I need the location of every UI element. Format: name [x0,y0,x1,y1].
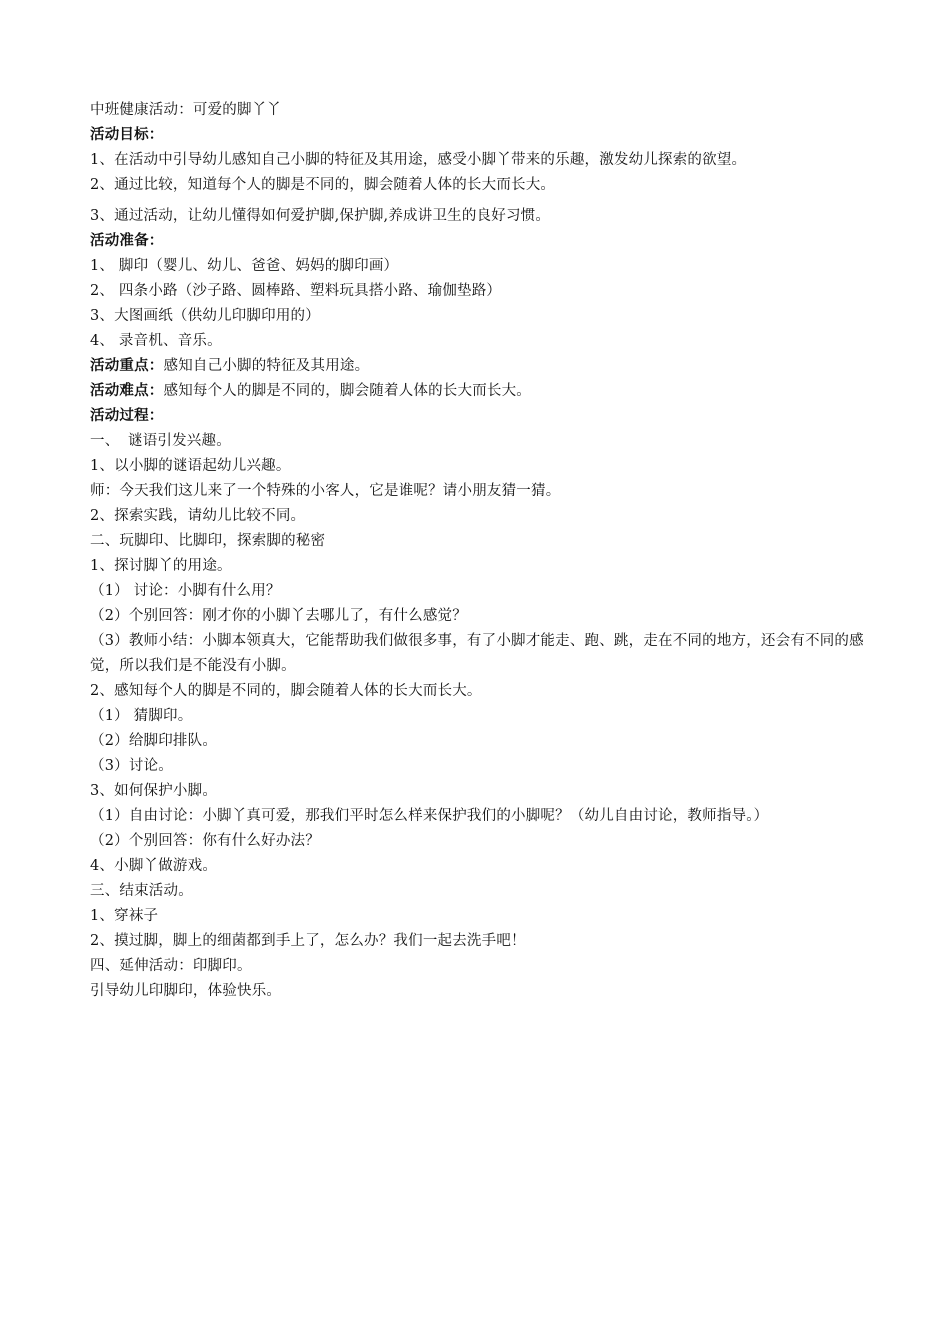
difficulty-label: 活动难点： [90,383,164,399]
goal-item: 1、在活动中引导幼儿感知自己小脚的特征及其用途，感受小脚丫带来的乐趣，激发幼儿探索的欲望。 [90,152,747,168]
part-one-number: 一、 [90,433,120,449]
process-line: （2）个别回答：你有什么好办法？ [90,833,320,849]
process-line: 2、探索实践，请幼儿比较不同。 [90,508,306,524]
preparation-item: 1、 脚印（婴儿、幼儿、爸爸、妈妈的脚印画） [90,258,399,274]
difficulty-text: 感知每个人的脚是不同的，脚会随着人体的长大而长大。 [163,383,531,399]
document-title: 中班健康活动：可爱的脚丫丫 [90,102,282,118]
process-line: 1、穿袜子 [90,908,159,924]
process-line: 2、摸过脚，脚上的细菌都到手上了，怎么办？我们一起去洗手吧！ [90,933,526,949]
process-line: 1、探讨脚丫的用途。 [90,558,232,574]
process-line: 三、结束活动。 [90,883,193,899]
preparation-item: 4、 录音机、音乐。 [90,333,222,349]
process-line: （2）个别回答：刚才你的小脚丫去哪儿了，有什么感觉？ [90,608,467,624]
key-point-label: 活动重点： [90,358,164,374]
process-heading: 活动过程： [90,408,164,424]
goals-heading: 活动目标： [90,127,164,143]
process-line: （1）自由讨论：小脚丫真可爱，那我们平时怎么样来保护我们的小脚呢？（幼儿自由讨论，教师指导。） [90,808,769,824]
preparation-item: 3、大图画纸（供幼儿印脚印用的） [90,308,320,324]
part-one-title: 谜语引发兴趣。 [128,433,231,449]
key-point-text: 感知自己小脚的特征及其用途。 [163,358,370,374]
process-line: 师：今天我们这儿来了一个特殊的小客人，它是谁呢？请小朋友猜一猜。 [90,483,561,499]
process-line: 二、玩脚印、比脚印，探索脚的秘密 [90,533,326,549]
process-line: 3、如何保护小脚。 [90,783,218,799]
process-line: 2、感知每个人的脚是不同的，脚会随着人体的长大而长大。 [90,683,482,699]
goal-item: 2、通过比较，知道每个人的脚是不同的，脚会随着人体的长大而长大。 [90,177,556,193]
key-point [90,354,880,379]
document-body [90,98,880,1004]
difficulty [90,379,880,404]
preparation-item: 2、 四条小路（沙子路、圆棒路、塑料玩具搭小路、瑜伽垫路） [90,283,502,299]
process-line: （1） 讨论：小脚有什么用？ [90,583,281,599]
process-part-one [90,429,880,454]
process-line: 4、小脚丫做游戏。 [90,858,218,874]
process-line: 引导幼儿印脚印，体验快乐。 [90,983,282,999]
process-line: 四、延伸活动：印脚印。 [90,958,252,974]
preparation-heading: 活动准备： [90,233,164,249]
process-line: 1、以小脚的谜语起幼儿兴趣。 [90,458,291,474]
process-line: （3）讨论。 [90,758,173,774]
process-line: （1） 猜脚印。 [90,708,193,724]
goal-item: 3、通过活动，让幼儿懂得如何爱护脚,保护脚,养成讲卫生的良好习惯。 [90,208,551,224]
process-line: （2）给脚印排队。 [90,733,218,749]
teacher-summary: （3）教师小结：小脚本领真大，它能帮助我们做很多事，有了小脚才能走、跑、跳，走在不同的地方，还会有不同的感觉，所以我们是不能没有小脚。 [90,633,864,674]
